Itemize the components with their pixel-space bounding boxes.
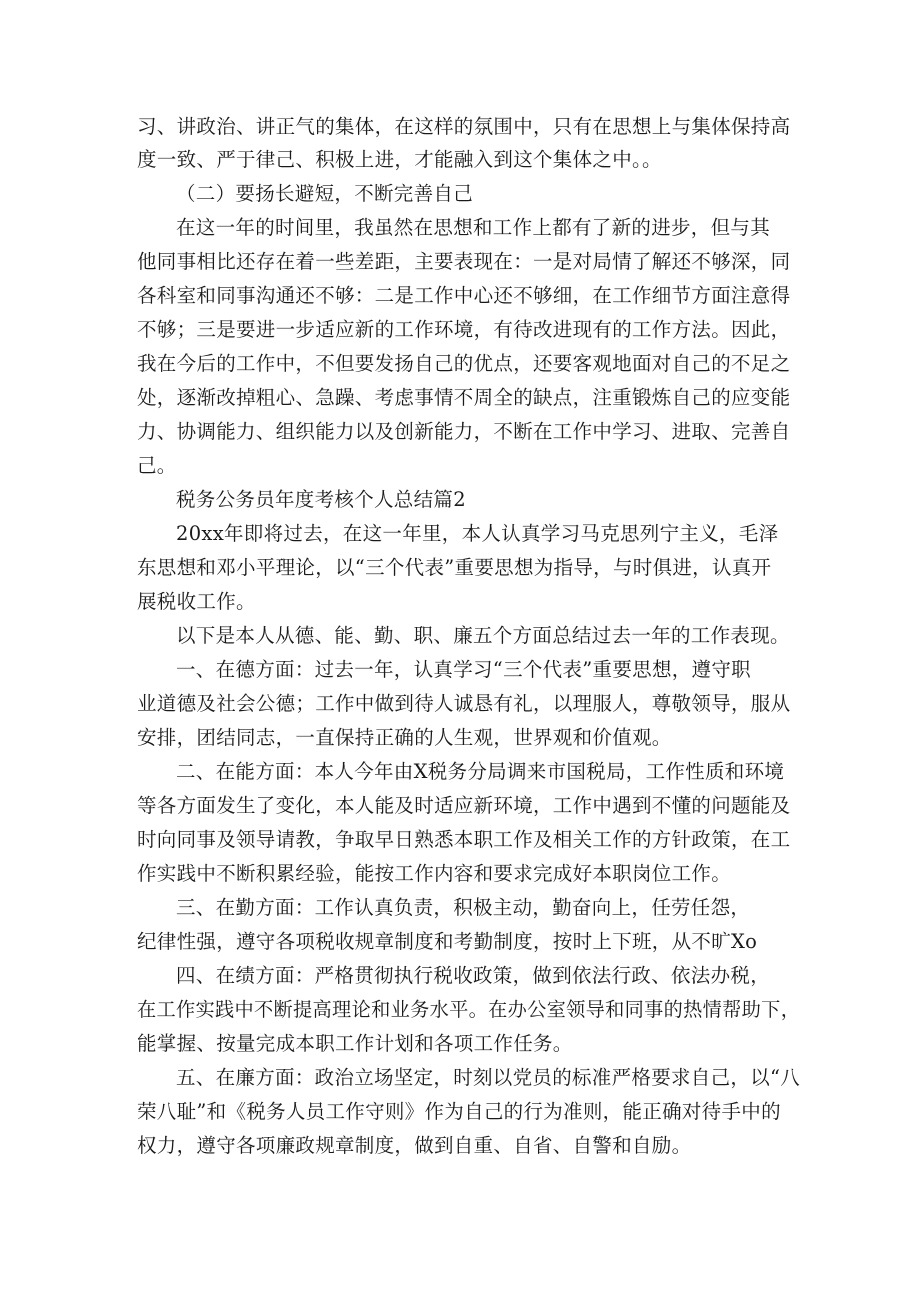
text-line: 习、讲政治、讲正气的集体，在这样的氛围中，只有在思想上与集体保持高 bbox=[137, 115, 791, 138]
paragraph-start: 二、在能方面：本人今年由X税务分局调来市国税局，工作性质和环境 bbox=[176, 760, 785, 783]
text-line: 作实践中不断积累经验，能按工作内容和要求完成好本职岗位工作。 bbox=[137, 862, 732, 885]
paragraph-start: 四、在绩方面：严格贯彻执行税收政策，做到依法行政、依法办税， bbox=[176, 964, 771, 987]
text-line: 在工作实践中不断提高理论和业务水平。在办公室领导和同事的热情帮助下， bbox=[137, 998, 801, 1021]
paragraph-start: 五、在廉方面：政治立场坚定，时刻以党员的标准严格要求自己，以“八 bbox=[176, 1066, 801, 1089]
text-line: 安排，团结同志，一直保持正确的人生观，世界观和价值观。 bbox=[137, 726, 672, 749]
text-line: 我在今后的工作中，不但要发扬自己的优点，还要客观地面对自己的不足之 bbox=[137, 352, 791, 375]
paragraph-start: 以下是本人从德、能、勤、职、廉五个方面总结过去一年的工作表现。 bbox=[176, 624, 790, 647]
text-line: 荣八耻”和《税务人员工作守则》作为自己的行为准则，能正确对待手中的 bbox=[137, 1100, 781, 1123]
text-line: 他同事相比还存在着一些差距，主要表现在：一是对局情了解还不够深，同 bbox=[137, 250, 791, 273]
paragraph-start: 在这一年的时间里，我虽然在思想和工作上都有了新的进步，但与其 bbox=[176, 216, 771, 239]
text-line: 东思想和邓小平理论，以“三个代表”重要思想为指导，与时俱进，认真开 bbox=[137, 556, 772, 579]
text-line: 纪律性强，遵守各项税收规章制度和考勤制度，按时上下班，从不旷Xo bbox=[137, 930, 758, 953]
text-line: 处，逐渐改掉粗心、急躁、考虑事情不周全的缺点，注重锻炼自己的应变能 bbox=[137, 386, 791, 409]
paragraph-start: 20xx年即将过去，在这一年里，本人认真学习马克思列宁主义，毛泽 bbox=[176, 522, 779, 545]
article-title: 税务公务员年度考核个人总结篇2 bbox=[176, 488, 466, 511]
text-line: 各科室和同事沟通还不够：二是工作中心还不够细，在工作细节方面注意得 bbox=[137, 284, 791, 307]
text-line: 己。 bbox=[137, 454, 177, 477]
text-line: 度一致、严于律己、积极上进，才能融入到这个集体之中。。 bbox=[137, 148, 662, 171]
text-line: 不够；三是要进一步适应新的工作环境，有待改进现有的工作方法。因此， bbox=[137, 318, 791, 341]
text-line: 展税收工作。 bbox=[137, 590, 256, 613]
text-line: 能掌握、按量完成本职工作计划和各项工作任务。 bbox=[137, 1032, 573, 1055]
text-line: 等各方面发生了变化，本人能及时适应新环境，工作中遇到不懂的问题能及 bbox=[137, 794, 791, 817]
text-line: 力、协调能力、组织能力以及创新能力，不断在工作中学习、进取、完善自 bbox=[137, 420, 791, 443]
text-line: 业道德及社会公德；工作中做到待人诚恳有礼，以理服人，尊敬领导，服从 bbox=[137, 692, 791, 715]
text-line: 时向同事及领导请教，争取早日熟悉本职工作及相关工作的方针政策，在工 bbox=[137, 828, 791, 851]
section-heading: （二）要扬长避短，不断完善自己 bbox=[176, 182, 474, 205]
paragraph-start: 一、在德方面：过去一年，认真学习“三个代表”重要思想，遵守职 bbox=[176, 658, 751, 681]
paragraph-start: 三、在勤方面：工作认真负责，积极主动，勤奋向上，任劳任怨， bbox=[176, 896, 751, 919]
text-line: 权力，遵守各项廉政规章制度，做到自重、自省、自警和自励。 bbox=[137, 1134, 692, 1157]
